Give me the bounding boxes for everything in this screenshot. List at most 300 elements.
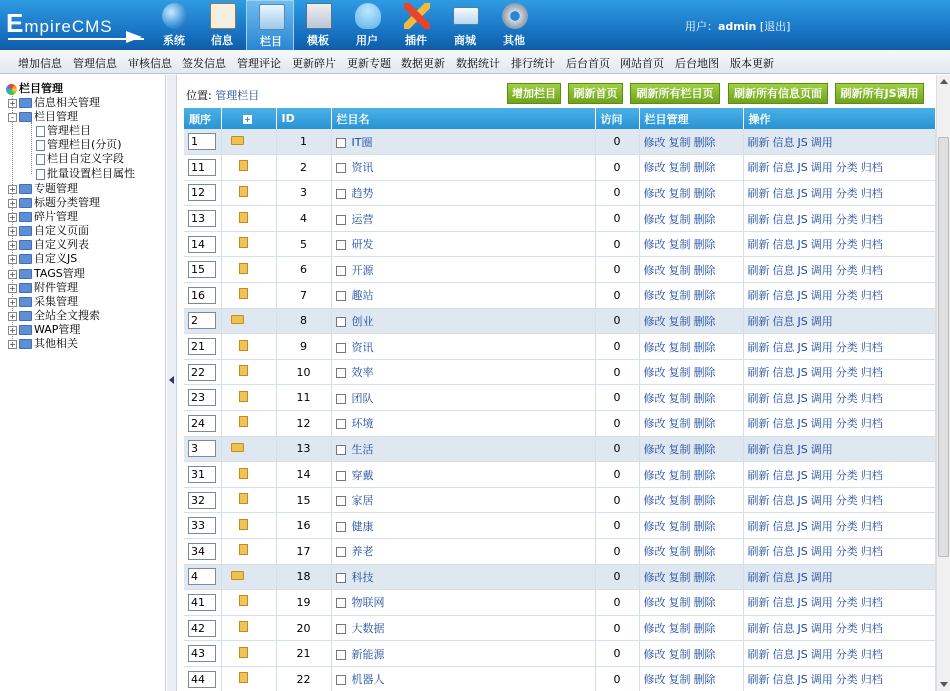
sidebar-item[interactable]: [8, 224, 89, 238]
order-input[interactable]: [188, 517, 216, 534]
document-icon[interactable]: [239, 621, 248, 632]
tools-icon[interactable]: [404, 3, 430, 29]
call-link[interactable]: 调用: [810, 494, 833, 508]
plus-icon[interactable]: +: [9, 339, 16, 349]
refresh-link[interactable]: 刷新: [747, 212, 770, 226]
sidebar-toggle[interactable]: [167, 75, 177, 691]
copy-link[interactable]: 复制: [668, 596, 691, 610]
edit-link[interactable]: 修改: [643, 212, 666, 226]
order-input[interactable]: [188, 184, 216, 201]
scroll-up-arrow-icon[interactable]: [940, 79, 948, 84]
document-icon[interactable]: [239, 288, 248, 299]
sidebar-item[interactable]: [8, 238, 89, 252]
quicknav-item[interactable]: 审核信息: [128, 57, 172, 70]
quicknav-item[interactable]: 数据更新: [401, 57, 445, 70]
order-input[interactable]: [188, 389, 216, 406]
js-link[interactable]: JS: [797, 366, 808, 380]
order-input[interactable]: [188, 338, 216, 355]
info-link[interactable]: 信息: [772, 186, 795, 200]
row-checkbox[interactable]: [336, 266, 346, 276]
js-link[interactable]: JS: [797, 468, 808, 482]
plus-icon[interactable]: +: [9, 198, 16, 208]
refresh-link[interactable]: 刷新: [747, 417, 770, 431]
category-link[interactable]: 分类: [835, 391, 858, 405]
quicknav-item[interactable]: 数据统计: [456, 57, 500, 70]
call-link[interactable]: 调用: [810, 391, 833, 405]
row-checkbox[interactable]: [336, 496, 346, 506]
order-input[interactable]: [188, 543, 216, 560]
edit-link[interactable]: 修改: [643, 314, 666, 328]
copy-link[interactable]: 复制: [668, 519, 691, 533]
column-name-link[interactable]: 养老: [351, 545, 374, 559]
archive-link[interactable]: 归档: [860, 238, 883, 252]
info-link[interactable]: 信息: [772, 545, 795, 559]
refresh-link[interactable]: 刷新: [747, 622, 770, 636]
plus-icon[interactable]: +: [9, 98, 16, 108]
category-link[interactable]: 分类: [835, 622, 858, 636]
info-link[interactable]: 信息: [772, 673, 795, 687]
expand-all-icon[interactable]: +: [244, 114, 251, 124]
topnav-1[interactable]: [198, 0, 246, 50]
topnav-7[interactable]: [490, 0, 538, 50]
delete-link[interactable]: 删除: [693, 135, 716, 149]
js-link[interactable]: JS: [797, 263, 808, 277]
delete-link[interactable]: 删除: [693, 570, 716, 584]
refresh-link[interactable]: 刷新: [747, 519, 770, 533]
refresh-all-column-pages-button[interactable]: 刷新所有栏目页: [630, 83, 720, 104]
copy-link[interactable]: 复制: [668, 391, 691, 405]
copy-link[interactable]: 复制: [668, 570, 691, 584]
delete-link[interactable]: 删除: [693, 622, 716, 636]
delete-link[interactable]: 删除: [693, 596, 716, 610]
column-name-link[interactable]: 趋势: [351, 186, 374, 200]
order-input[interactable]: [188, 440, 216, 457]
refresh-link[interactable]: 刷新: [747, 238, 770, 252]
archive-link[interactable]: 归档: [860, 391, 883, 405]
refresh-link[interactable]: 刷新: [747, 263, 770, 277]
info-link[interactable]: 信息: [772, 340, 795, 354]
copy-link[interactable]: 复制: [668, 673, 691, 687]
sidebar-item[interactable]: [36, 152, 124, 166]
category-link[interactable]: 分类: [835, 289, 858, 303]
info-link[interactable]: 信息: [772, 238, 795, 252]
edit-link[interactable]: 修改: [643, 442, 666, 456]
edit-link[interactable]: 修改: [643, 289, 666, 303]
quicknav-item[interactable]: 签发信息: [182, 57, 226, 70]
user-icon[interactable]: [355, 3, 381, 29]
refresh-link[interactable]: 刷新: [747, 314, 770, 328]
delete-link[interactable]: 删除: [693, 212, 716, 226]
scroll-thumb[interactable]: [938, 137, 949, 557]
info-link[interactable]: 信息: [772, 135, 795, 149]
collapse-arrow-icon[interactable]: [169, 376, 174, 384]
row-checkbox[interactable]: [336, 291, 346, 301]
quicknav-item[interactable]: 更新专题: [347, 57, 391, 70]
row-checkbox[interactable]: [336, 624, 346, 634]
copy-link[interactable]: 复制: [668, 340, 691, 354]
edit-link[interactable]: 修改: [643, 468, 666, 482]
info-link[interactable]: 信息: [772, 289, 795, 303]
breadcrumb-link[interactable]: 管理栏目: [215, 89, 260, 102]
delete-link[interactable]: 删除: [693, 263, 716, 277]
column-name-link[interactable]: 环境: [351, 417, 374, 431]
delete-link[interactable]: 删除: [693, 391, 716, 405]
info-link[interactable]: 信息: [772, 366, 795, 380]
refresh-link[interactable]: 刷新: [747, 647, 770, 661]
column-name-link[interactable]: 资讯: [351, 161, 374, 175]
add-column-button[interactable]: 增加栏目: [507, 83, 561, 104]
call-link[interactable]: 调用: [810, 545, 833, 559]
quicknav-item[interactable]: 管理评论: [237, 57, 281, 70]
document-icon[interactable]: [239, 186, 248, 197]
category-link[interactable]: 分类: [835, 366, 858, 380]
delete-link[interactable]: 删除: [693, 468, 716, 482]
edit-link[interactable]: 修改: [643, 545, 666, 559]
js-link[interactable]: JS: [797, 596, 808, 610]
delete-link[interactable]: 删除: [693, 519, 716, 533]
document-icon[interactable]: [239, 519, 248, 530]
archive-link[interactable]: 归档: [860, 622, 883, 636]
refresh-link[interactable]: 刷新: [747, 545, 770, 559]
globe-icon[interactable]: [162, 3, 188, 29]
js-link[interactable]: JS: [797, 545, 808, 559]
row-checkbox[interactable]: [336, 471, 346, 481]
copy-link[interactable]: 复制: [668, 263, 691, 277]
copy-link[interactable]: 复制: [668, 622, 691, 636]
category-link[interactable]: 分类: [835, 340, 858, 354]
document-icon[interactable]: [239, 237, 248, 248]
call-link[interactable]: 调用: [810, 340, 833, 354]
plus-icon[interactable]: +: [9, 325, 16, 335]
row-checkbox[interactable]: [336, 368, 346, 378]
quicknav-item[interactable]: 排行统计: [511, 57, 555, 70]
document-icon[interactable]: [239, 468, 248, 479]
folder-icon[interactable]: [259, 4, 285, 30]
delete-link[interactable]: 删除: [693, 289, 716, 303]
copy-link[interactable]: 复制: [668, 647, 691, 661]
copy-link[interactable]: 复制: [668, 135, 691, 149]
row-checkbox[interactable]: [336, 240, 346, 250]
order-input[interactable]: [188, 210, 216, 227]
sidebar-item[interactable]: [8, 210, 78, 224]
js-link[interactable]: JS: [797, 289, 808, 303]
call-link[interactable]: 调用: [810, 238, 833, 252]
folder-icon[interactable]: [231, 136, 244, 145]
topnav-3[interactable]: [294, 0, 342, 50]
sidebar-item[interactable]: [8, 281, 78, 295]
edit-link[interactable]: 修改: [643, 366, 666, 380]
row-checkbox[interactable]: [336, 650, 346, 660]
logout-link[interactable]: [退出]: [759, 20, 791, 33]
js-link[interactable]: JS: [797, 212, 808, 226]
order-input[interactable]: [188, 287, 216, 304]
document-icon[interactable]: [239, 544, 248, 555]
card-icon[interactable]: [453, 7, 479, 25]
order-input[interactable]: [188, 236, 216, 253]
document-icon[interactable]: [239, 391, 248, 402]
row-checkbox[interactable]: [336, 343, 346, 353]
document-icon[interactable]: [239, 493, 248, 504]
order-input[interactable]: [188, 645, 216, 662]
edit-link[interactable]: 修改: [643, 417, 666, 431]
column-name-link[interactable]: 穿戴: [351, 468, 374, 482]
column-name-link[interactable]: 科技: [351, 570, 374, 584]
delete-link[interactable]: 删除: [693, 673, 716, 687]
call-link[interactable]: 调用: [810, 135, 833, 149]
topnav-0[interactable]: [150, 0, 198, 50]
call-link[interactable]: 调用: [810, 647, 833, 661]
quicknav-item[interactable]: 版本更新: [730, 57, 774, 70]
category-link[interactable]: 分类: [835, 647, 858, 661]
copy-link[interactable]: 复制: [668, 238, 691, 252]
copy-link[interactable]: 复制: [668, 186, 691, 200]
row-checkbox[interactable]: [336, 522, 346, 532]
refresh-link[interactable]: 刷新: [747, 494, 770, 508]
js-link[interactable]: JS: [797, 314, 808, 328]
column-name-link[interactable]: 资讯: [351, 340, 374, 354]
order-input[interactable]: [188, 312, 216, 329]
archive-link[interactable]: 归档: [860, 340, 883, 354]
scroll-down-arrow-icon[interactable]: [940, 682, 948, 687]
quicknav-item[interactable]: 后台首页: [566, 57, 610, 70]
edit-link[interactable]: 修改: [643, 135, 666, 149]
call-link[interactable]: 调用: [810, 468, 833, 482]
folder-icon[interactable]: [231, 443, 244, 452]
refresh-link[interactable]: 刷新: [747, 186, 770, 200]
copy-link[interactable]: 复制: [668, 161, 691, 175]
column-name-link[interactable]: 新能源: [351, 647, 385, 661]
folder-icon[interactable]: [231, 571, 244, 580]
sidebar-item[interactable]: [8, 309, 100, 323]
edit-link[interactable]: 修改: [643, 494, 666, 508]
archive-link[interactable]: 归档: [860, 468, 883, 482]
delete-link[interactable]: 删除: [693, 340, 716, 354]
sidebar-item[interactable]: [8, 337, 78, 351]
column-name-link[interactable]: 创业: [351, 314, 374, 328]
category-link[interactable]: 分类: [835, 545, 858, 559]
sidebar-item[interactable]: [8, 267, 85, 281]
row-checkbox[interactable]: [336, 215, 346, 225]
row-checkbox[interactable]: [336, 598, 346, 608]
refresh-link[interactable]: 刷新: [747, 366, 770, 380]
info-link[interactable]: 信息: [772, 570, 795, 584]
category-link[interactable]: 分类: [835, 596, 858, 610]
delete-link[interactable]: 删除: [693, 647, 716, 661]
copy-link[interactable]: 复制: [668, 314, 691, 328]
edit-link[interactable]: 修改: [643, 673, 666, 687]
category-link[interactable]: 分类: [835, 238, 858, 252]
row-checkbox[interactable]: [336, 445, 346, 455]
call-link[interactable]: 调用: [810, 417, 833, 431]
js-link[interactable]: JS: [797, 622, 808, 636]
archive-link[interactable]: 归档: [860, 366, 883, 380]
call-link[interactable]: 调用: [810, 366, 833, 380]
refresh-link[interactable]: 刷新: [747, 570, 770, 584]
sidebar-item[interactable]: [36, 167, 135, 181]
quicknav-item[interactable]: 管理信息: [73, 57, 117, 70]
refresh-link[interactable]: 刷新: [747, 596, 770, 610]
edit-link[interactable]: 修改: [643, 186, 666, 200]
sidebar-item[interactable]: [8, 252, 77, 266]
refresh-link[interactable]: 刷新: [747, 391, 770, 405]
js-link[interactable]: JS: [797, 417, 808, 431]
refresh-all-js-button[interactable]: 刷新所有JS调用: [835, 83, 924, 104]
refresh-link[interactable]: 刷新: [747, 340, 770, 354]
row-checkbox[interactable]: [336, 573, 346, 583]
category-link[interactable]: 分类: [835, 519, 858, 533]
delete-link[interactable]: 删除: [693, 366, 716, 380]
order-input[interactable]: [188, 492, 216, 509]
info-link[interactable]: 信息: [772, 161, 795, 175]
copy-link[interactable]: 复制: [668, 494, 691, 508]
column-name-link[interactable]: 家居: [351, 494, 374, 508]
document-icon[interactable]: [239, 340, 248, 351]
column-name-link[interactable]: IT圈: [351, 135, 373, 149]
delete-link[interactable]: 删除: [693, 494, 716, 508]
sidebar-item[interactable]: [36, 124, 91, 138]
sidebar-item[interactable]: [8, 196, 100, 210]
call-link[interactable]: 调用: [810, 519, 833, 533]
delete-link[interactable]: 删除: [693, 314, 716, 328]
row-checkbox[interactable]: [336, 675, 346, 685]
row-checkbox[interactable]: [336, 163, 346, 173]
js-link[interactable]: JS: [797, 161, 808, 175]
js-link[interactable]: JS: [797, 340, 808, 354]
topnav-4[interactable]: [343, 0, 391, 50]
category-link[interactable]: 分类: [835, 212, 858, 226]
edit-link[interactable]: 修改: [643, 596, 666, 610]
row-checkbox[interactable]: [336, 394, 346, 404]
order-input[interactable]: [188, 133, 216, 150]
sidebar-item[interactable]: [8, 110, 78, 124]
category-link[interactable]: 分类: [835, 673, 858, 687]
refresh-link[interactable]: 刷新: [747, 135, 770, 149]
js-link[interactable]: JS: [797, 647, 808, 661]
archive-link[interactable]: 归档: [860, 212, 883, 226]
refresh-link[interactable]: 刷新: [747, 442, 770, 456]
delete-link[interactable]: 删除: [693, 417, 716, 431]
vertical-scrollbar[interactable]: [936, 75, 950, 691]
column-name-link[interactable]: 健康: [351, 519, 374, 533]
archive-link[interactable]: 归档: [860, 596, 883, 610]
archive-link[interactable]: 归档: [860, 161, 883, 175]
info-link[interactable]: 信息: [772, 596, 795, 610]
minus-icon[interactable]: -: [8, 113, 17, 122]
js-link[interactable]: JS: [797, 238, 808, 252]
edit-link[interactable]: 修改: [643, 647, 666, 661]
gear-icon[interactable]: [502, 3, 528, 29]
info-link[interactable]: 信息: [772, 468, 795, 482]
call-link[interactable]: 调用: [810, 186, 833, 200]
column-name-link[interactable]: 效率: [351, 366, 374, 380]
category-link[interactable]: 分类: [835, 186, 858, 200]
plus-icon[interactable]: +: [9, 283, 16, 293]
js-link[interactable]: JS: [797, 673, 808, 687]
call-link[interactable]: 调用: [810, 289, 833, 303]
column-name-link[interactable]: 趣站: [351, 289, 374, 303]
plus-icon[interactable]: +: [9, 184, 16, 194]
document-icon[interactable]: [239, 212, 248, 223]
category-link[interactable]: 分类: [835, 417, 858, 431]
js-link[interactable]: JS: [797, 519, 808, 533]
plus-icon[interactable]: +: [9, 212, 16, 222]
delete-link[interactable]: 删除: [693, 161, 716, 175]
info-link[interactable]: 信息: [772, 622, 795, 636]
copy-link[interactable]: 复制: [668, 366, 691, 380]
copy-link[interactable]: 复制: [668, 417, 691, 431]
call-link[interactable]: 调用: [810, 622, 833, 636]
archive-link[interactable]: 归档: [860, 545, 883, 559]
row-checkbox[interactable]: [336, 547, 346, 557]
copy-link[interactable]: 复制: [668, 212, 691, 226]
quicknav-item[interactable]: 后台地图: [675, 57, 719, 70]
plus-icon[interactable]: +: [9, 297, 16, 307]
refresh-link[interactable]: 刷新: [747, 468, 770, 482]
call-link[interactable]: 调用: [810, 596, 833, 610]
order-input[interactable]: [188, 364, 216, 381]
edit-link[interactable]: 修改: [643, 238, 666, 252]
edit-link[interactable]: 修改: [643, 340, 666, 354]
call-link[interactable]: 调用: [810, 161, 833, 175]
order-input[interactable]: [188, 159, 216, 176]
edit-link[interactable]: 修改: [643, 263, 666, 277]
document-icon[interactable]: [239, 365, 248, 376]
category-link[interactable]: 分类: [835, 494, 858, 508]
info-link[interactable]: 信息: [772, 442, 795, 456]
info-link[interactable]: 信息: [772, 391, 795, 405]
js-link[interactable]: JS: [797, 442, 808, 456]
refresh-home-button[interactable]: 刷新首页: [568, 83, 623, 104]
info-link[interactable]: 信息: [772, 494, 795, 508]
sidebar-item[interactable]: [8, 295, 78, 309]
js-link[interactable]: JS: [797, 570, 808, 584]
plus-icon[interactable]: +: [9, 269, 16, 279]
document-icon[interactable]: [239, 160, 248, 171]
copy-link[interactable]: 复制: [668, 442, 691, 456]
row-checkbox[interactable]: [336, 419, 346, 429]
column-name-link[interactable]: 大数据: [351, 622, 385, 636]
js-link[interactable]: JS: [797, 391, 808, 405]
delete-link[interactable]: 删除: [693, 442, 716, 456]
column-name-link[interactable]: 生活: [351, 442, 374, 456]
info-link[interactable]: 信息: [772, 212, 795, 226]
archive-link[interactable]: 归档: [860, 673, 883, 687]
archive-link[interactable]: 归档: [860, 263, 883, 277]
quicknav-item[interactable]: 增加信息: [18, 57, 62, 70]
call-link[interactable]: 调用: [810, 442, 833, 456]
info-link[interactable]: 信息: [772, 647, 795, 661]
refresh-link[interactable]: 刷新: [747, 673, 770, 687]
row-checkbox[interactable]: [336, 317, 346, 327]
column-name-link[interactable]: 运营: [351, 212, 374, 226]
quicknav-item[interactable]: 更新碎片: [292, 57, 336, 70]
copy-link[interactable]: 复制: [668, 289, 691, 303]
sidebar-item[interactable]: [36, 138, 122, 152]
delete-link[interactable]: 删除: [693, 186, 716, 200]
document-icon[interactable]: [239, 416, 248, 427]
copy-link[interactable]: 复制: [668, 468, 691, 482]
topnav-5[interactable]: [392, 0, 440, 50]
category-link[interactable]: 分类: [835, 161, 858, 175]
window-template-icon[interactable]: [306, 3, 332, 29]
call-link[interactable]: 调用: [810, 212, 833, 226]
sidebar-item[interactable]: [8, 182, 78, 196]
edit-link[interactable]: 修改: [643, 161, 666, 175]
plus-icon[interactable]: +: [9, 254, 16, 264]
info-link[interactable]: 信息: [772, 417, 795, 431]
delete-link[interactable]: 删除: [693, 545, 716, 559]
archive-link[interactable]: 归档: [860, 519, 883, 533]
